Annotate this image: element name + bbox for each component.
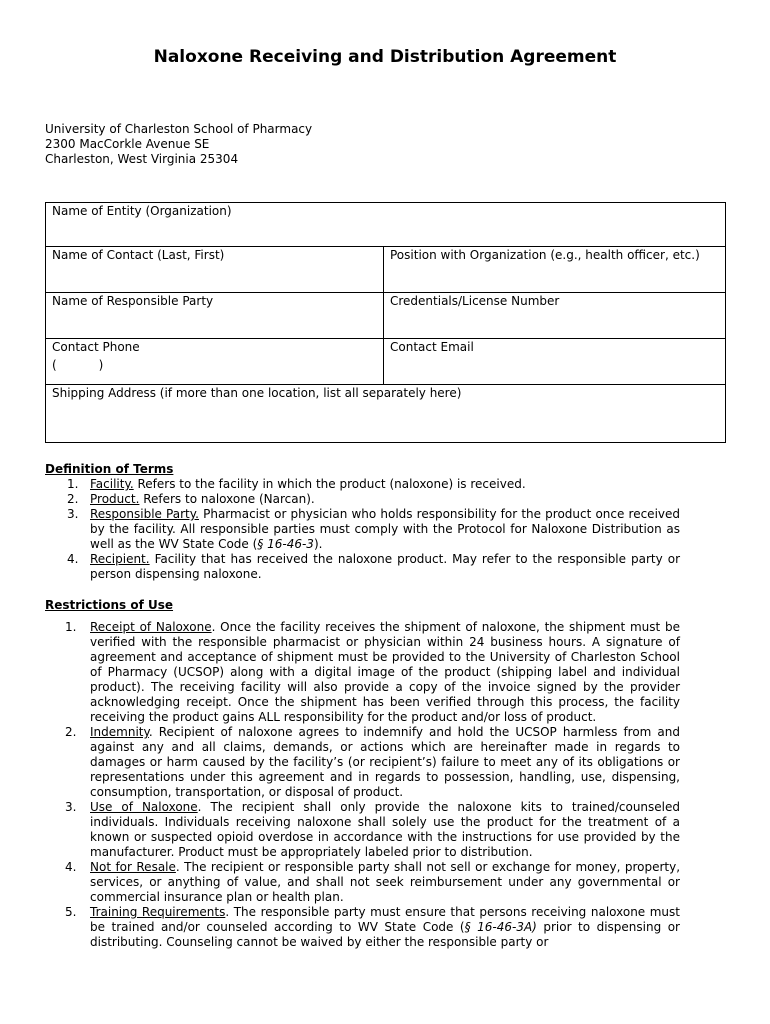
item-number: 3. xyxy=(67,507,79,521)
contact-name-label: Name of Contact (Last, First) xyxy=(52,248,225,262)
item-number: 4. xyxy=(67,552,79,566)
term-label: Facility. xyxy=(90,477,134,491)
restriction-item xyxy=(45,860,680,905)
contact-phone-label: Contact Phone xyxy=(52,340,140,354)
definition-item xyxy=(45,492,680,507)
restriction-text: . The responsible party must ensure that persons receiving naloxone must be trained and/or counseled according to WV State Code ( xyxy=(90,905,680,934)
definition-item xyxy=(45,507,680,552)
entity-name-field[interactable] xyxy=(46,203,726,247)
contact-email-field[interactable] xyxy=(384,339,726,385)
term-text: Refers to naloxone (Narcan). xyxy=(139,492,315,506)
restrictions-heading: Restrictions of Use xyxy=(45,598,174,612)
restriction-item xyxy=(45,620,680,725)
address-line-3: Charleston, West Virginia 25304 xyxy=(45,152,239,166)
restriction-term: Not for Resale xyxy=(90,860,176,874)
item-number: 2. xyxy=(65,725,77,739)
contact-email-label: Contact Email xyxy=(390,340,474,354)
term-text: Pharmacist or physician who holds responsibility for the product once received by the facility. All responsible parties must comply with the Protocol for Naloxone Distribution as well as the WV State Code ( xyxy=(90,507,680,551)
shipping-address-field[interactable] xyxy=(46,385,726,443)
sender-address xyxy=(45,122,312,167)
term-label: Product. xyxy=(90,492,140,506)
address-line-2: 2300 MacCorkle Avenue SE xyxy=(45,137,210,151)
restrictions-section xyxy=(45,598,680,950)
term-text: Facility that has received the naloxone product. May refer to the responsible party or person dispensing naloxone. xyxy=(90,552,680,581)
responsible-party-label: Name of Responsible Party xyxy=(52,294,214,308)
responsible-party-field[interactable] xyxy=(46,293,384,339)
restriction-text: . The recipient or responsible party shall not sell or exchange for money, property, services, or anything of value, and shall not seek reimbursement under any governmental or commercial insurance plan or health plan. xyxy=(90,860,681,904)
credentials-field[interactable] xyxy=(384,293,726,339)
restriction-term: Training Requirements xyxy=(90,905,226,919)
term-text-end: ). xyxy=(313,537,323,551)
credentials-label: Credentials/License Number xyxy=(390,294,560,308)
term-label: Responsible Party. xyxy=(90,507,199,521)
item-number: 4. xyxy=(65,860,77,874)
definitions-section xyxy=(45,462,680,582)
contact-phone-field[interactable] xyxy=(46,339,384,385)
item-number: 1. xyxy=(65,620,77,634)
definition-item xyxy=(45,552,680,582)
item-number: 5. xyxy=(65,905,77,919)
restriction-text: . Recipient of naloxone agrees to indemnify and hold the UCSOP harmless from and against any and all claims, demands, or actions which are hereinafter made in regards to damages or harm caused by the facility’s (or recipient’s) failure to meet any of its obligations or representations under this agreement and in regards to possession, handling, use, dispensing, consumption, transportation, or disposal of product. xyxy=(90,725,680,799)
term-text: Refers to the facility in which the product (naloxone) is received. xyxy=(133,477,526,491)
restriction-text: . The recipient shall only provide the naloxone kits to trained/counseled individuals. Individuals receiving naloxone shall solely use the product for the treatment of a known or suspected opioid overdose in accordance with the instructions for use provided by the manufacturer. Product must be appropriately labeled prior to distribution. xyxy=(90,800,680,859)
shipping-address-label: Shipping Address (if more than one location, list all separately here) xyxy=(52,386,462,400)
restriction-text-end: prior to dispensing or distributing. Counseling cannot be waived by either the responsible party or xyxy=(90,920,680,949)
definition-item xyxy=(45,477,680,492)
contact-name-field[interactable] xyxy=(46,247,384,293)
entity-info-form xyxy=(45,202,726,443)
entity-name-label: Name of Entity (Organization) xyxy=(52,204,232,218)
code-citation: § 16-46-3A) xyxy=(464,920,537,934)
restriction-term: Indemnity xyxy=(90,725,149,739)
item-number: 3. xyxy=(65,800,77,814)
restriction-term: Use of Naloxone xyxy=(90,800,198,814)
restriction-term: Receipt of Naloxone xyxy=(90,620,212,634)
document-title: Naloxone Receiving and Distribution Agreement xyxy=(153,47,617,67)
position-label: Position with Organization (e.g., health officer, etc.) xyxy=(390,248,700,262)
restriction-item xyxy=(45,905,680,950)
item-number: 1. xyxy=(67,477,79,491)
definitions-heading: Definition of Terms xyxy=(45,462,174,476)
address-line-1: University of Charleston School of Pharmacy xyxy=(45,122,313,136)
restriction-item xyxy=(45,725,680,800)
term-label: Recipient. xyxy=(90,552,150,566)
item-number: 2. xyxy=(67,492,79,506)
area-code-parens: ( ) xyxy=(52,358,104,372)
code-citation: § 16-46-3 xyxy=(257,537,314,551)
restriction-text: . Once the facility receives the shipment of naloxone, the shipment must be verified with the responsible pharmacist or physician within 24 business hours. A signature of agreement and acceptance of shipment must be provided to the University of Charleston School of Pharmacy (UCSOP) along with a digital image of the product (shipping label and individual product). The receiving facility will also provide a copy of the invoice signed by the provider acknowledging receipt. Once the shipment has been verified through this process, the facility receiving the product gains ALL responsibility for the product and/or loss of product. xyxy=(90,620,680,724)
restriction-item xyxy=(45,800,680,860)
position-field[interactable] xyxy=(384,247,726,293)
